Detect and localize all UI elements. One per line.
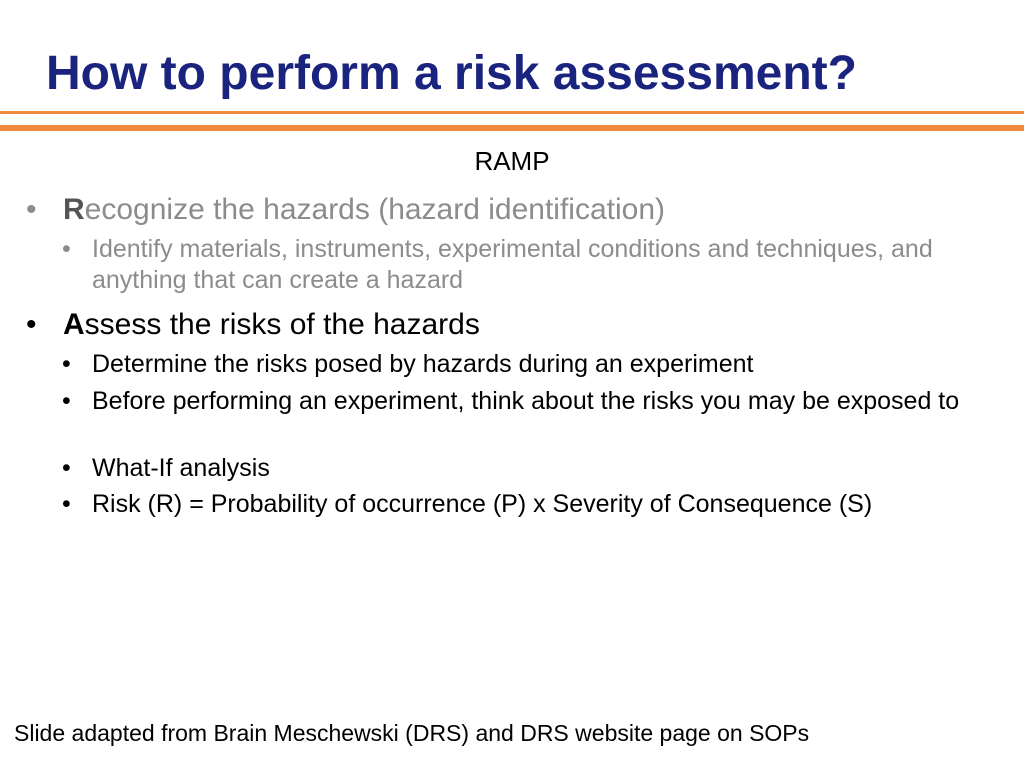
bullet-lead-letter: R — [63, 193, 85, 226]
bullet-text: ssess the risks of the hazards — [84, 308, 480, 341]
sub-bullet-text: Determine the risks posed by hazards during an experiment — [92, 350, 754, 378]
divider-thin — [0, 111, 1024, 114]
bullet-lead-letter: A — [63, 308, 85, 341]
bullet-dot: • — [26, 193, 37, 226]
slide-footer: Slide adapted from Brain Meschewski (DRS) and DRS website page on SOPs — [14, 720, 810, 746]
sub-bullet-text: Identify materials, instruments, experimental conditions and techniques, and anything that can create a hazard — [92, 235, 933, 294]
slide-subtitle: RAMP — [474, 146, 550, 176]
divider-thick — [0, 125, 1024, 131]
sub-bullet-text: Before performing an experiment, think about the risks you may be exposed to — [92, 387, 960, 415]
sub-bullet-text: Risk (R) = Probability of occurrence (P) x Severity of Consequence (S) — [92, 490, 873, 518]
sub-bullet-dot: • — [62, 454, 71, 482]
slide-title: How to perform a risk assessment? — [46, 47, 857, 100]
sub-bullet-dot: • — [62, 490, 71, 518]
sub-bullet-dot: • — [62, 235, 71, 263]
bullet-dot: • — [26, 308, 37, 341]
sub-bullet-text: What-If analysis — [92, 454, 270, 482]
sub-bullet-dot: • — [62, 350, 71, 378]
sub-bullet-dot: • — [62, 387, 71, 415]
bullet-text: ecognize the hazards (hazard identification) — [84, 193, 666, 226]
